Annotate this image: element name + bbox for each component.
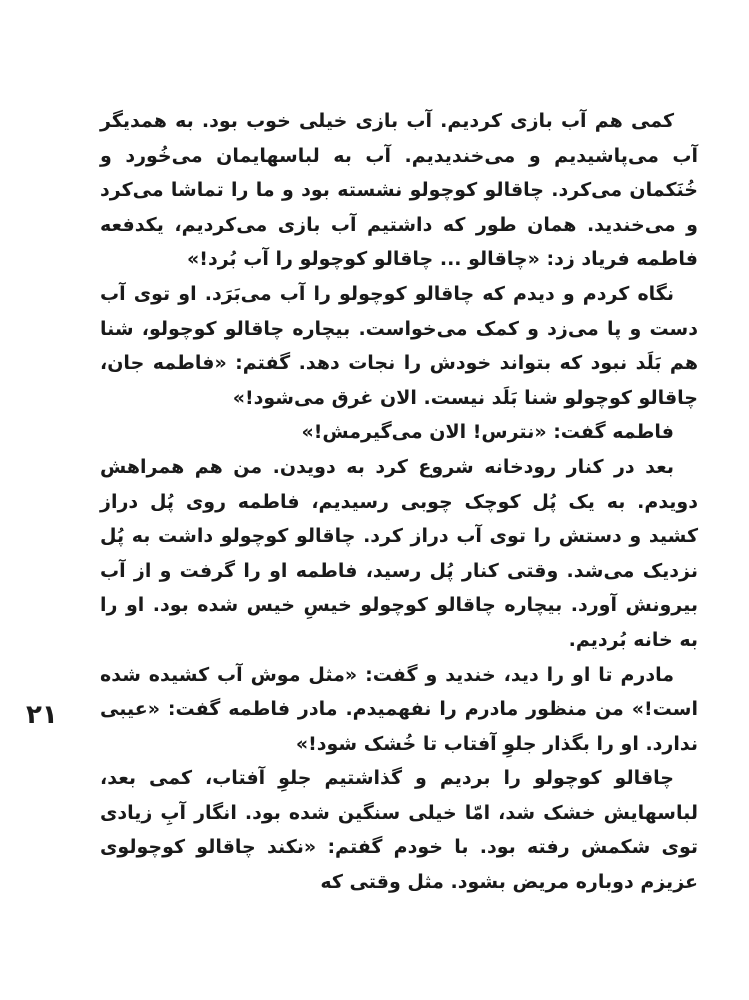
paragraph-2: نگاه کردم و دیدم که چاقالو کوچولو را آب می‌بَرَد. او توی آب دست و پا می‌زد و کمک می‌خواست. بیچاره چاقالو کوچولو، شنا هم بَلَد نبود که بتواند خودش را نجات دهد. گفتم: «فاطمه جان، چاقالو کوچولو شنا بَلَد نیست. الان غرق می‌شود!» (100, 282, 698, 409)
story-text (100, 104, 698, 900)
paragraph-5: مادرم تا او را دید، خندید و گفت: «مثل موش آب کشیده شده است!» من منظور مادرم را نفهمیدم. مادر فاطمه گفت: «عیبی ندارد. او را بگذار جلوِ آفتاب تا خُشک شود!» (100, 663, 698, 755)
paragraph-4: بعد در کنار رودخانه شروع کرد به دویدن. من هم همراهش دویدم. به یک پُل کوچک چوبی رسیدیم، فاطمه روی پُل دراز کشید و دستش را توی آب دراز کرد. چاقالو کوچولو داشت به پُل نزدیک می‌شد. وقتی کنار پُل رسید، فاطمه او را گرفت و از آب بیرونش آورد. بیچاره چاقالو کوچولو خیسِ خیس شده بود. او را به خانه بُردیم. (100, 455, 698, 651)
page-number: ۲۱ (26, 700, 58, 730)
paragraph-3: فاطمه گفت: «نترس! الان می‌گیرمش!» (301, 421, 674, 444)
paragraph-6: چاقالو کوچولو را بردیم و گذاشتیم جلوِ آفتاب، کمی بعد، لباسهایش خشک شد، امّا خیلی سنگین شده بود. انگار آبِ زیادی توی شکمش رفته بود. با خودم گفتم: «نکند چاقالو کوچولوی عزیزم دوباره مریض بشود. مثل وقتی که (100, 767, 698, 894)
paragraph-1: کمی هم آب بازی کردیم. آب بازی خیلی خوب بود. به همدیگر آب می‌پاشیدیم و می‌خندیدیم. آب به لباسهایمان می‌خُورد و خُنَکمان می‌کرد. چاقالو کوچولو نشسته بود و ما را تماشا می‌کرد و می‌خندید. همان طور که داشتیم آب بازی می‌کردیم، یکدفعه فاطمه فریاد زد: «چاقالو ... چاقالو کوچولو را آب بُرد!» (100, 110, 698, 271)
